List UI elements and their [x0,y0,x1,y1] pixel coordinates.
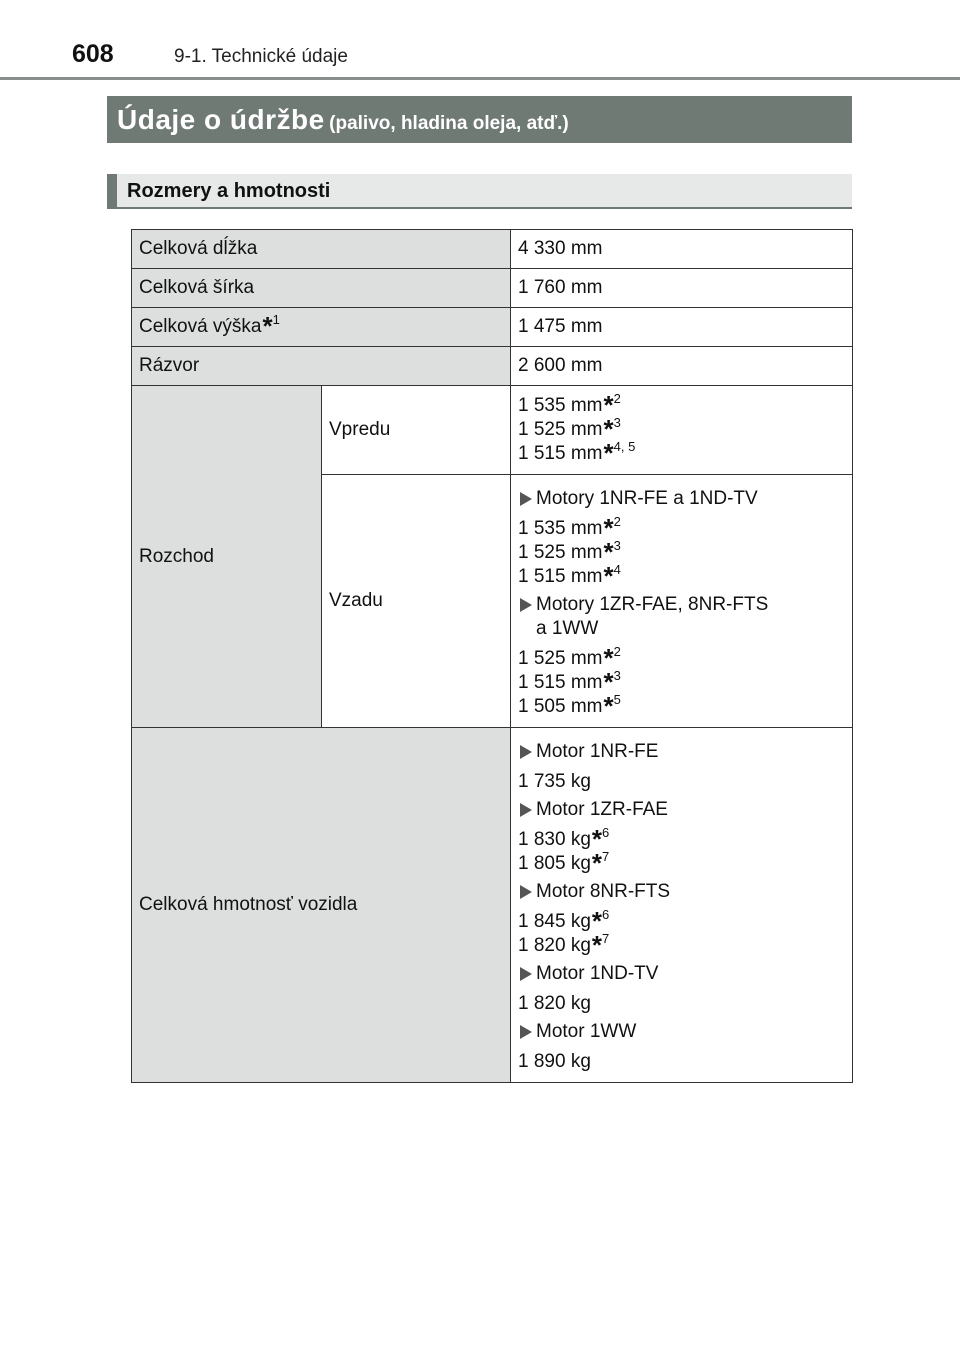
engine-heading [518,487,845,511]
row-value: 1 475 mm [511,308,853,347]
footnote-ref: 4 [613,562,621,577]
engine-text: Motory 1NR-FE a 1ND-TV [536,488,758,509]
footnote-star: * [603,390,614,420]
engine-heading [518,962,845,986]
footnote-ref: 2 [613,391,621,406]
footnote-ref: 1 [272,312,280,327]
engine-text: Motor 1NR-FE [536,741,659,762]
footnote-star: * [603,561,614,591]
row-value: 2 600 mm [511,347,853,386]
value-line [518,561,845,591]
value-text: 1 820 kg [518,993,591,1014]
table-row [132,308,853,347]
value-line [518,1050,845,1074]
sub-label: Vpredu [322,386,511,475]
value-text: 1 805 kg [518,853,591,874]
value-text: 1 890 kg [518,1051,591,1072]
value-text: 1 525 mm [518,542,603,563]
value-line [518,537,845,567]
value-line [518,824,845,854]
row-value [511,475,853,728]
triangle-bullet-icon [520,803,532,817]
value-line [518,438,845,468]
footnote-ref: 5 [613,692,621,707]
table-row [132,386,853,475]
engine-heading [518,1020,845,1044]
subsection-title: Rozmery a hmotnosti [107,174,852,209]
footnote-star: * [603,438,614,468]
footnote-star: * [591,930,603,960]
footnote-star: * [262,311,273,341]
triangle-bullet-icon [520,967,532,981]
triangle-bullet-icon [520,1025,532,1039]
dimensions-table [131,229,853,1083]
engine-heading [518,740,845,764]
footnote-ref: 2 [613,644,621,659]
value-line [518,848,845,878]
footnote-star: * [603,414,614,444]
engine-heading [518,798,845,822]
triangle-bullet-icon [520,492,532,506]
engine-text: Motory 1ZR-FAE, 8NR-FTS [536,594,769,615]
page-header [0,0,960,80]
engine-text: a 1WW [536,618,599,639]
row-value [511,728,853,1083]
footnote-ref: 3 [613,538,621,553]
footnote-star: * [603,513,614,543]
footnote-ref: 3 [613,415,621,430]
row-label: Rozchod [132,386,322,728]
value-line [518,667,845,697]
value-text: 1 535 mm [518,518,603,539]
section-title-sub: (palivo, hladina oleja, atď.) [329,113,569,134]
row-label [132,308,511,347]
engine-text: Motor 8NR-FTS [536,881,671,902]
footnote-ref: 4, 5 [613,439,636,454]
row-value [511,386,853,475]
engine-text: Motor 1WW [536,1021,637,1042]
row-label: Celková hmotnosť vozidla [132,728,511,1083]
value-line [518,643,845,673]
row-value: 1 760 mm [511,269,853,308]
value-text: 1 735 kg [518,771,591,792]
value-line [518,906,845,936]
row-label: Celková šírka [132,269,511,308]
value-line [518,992,845,1016]
triangle-bullet-icon [520,745,532,759]
value-text: 1 830 kg [518,829,591,850]
value-text: 1 515 mm [518,566,603,587]
table-row [132,728,853,1083]
engine-text: Motor 1ZR-FAE [536,799,668,820]
footnote-ref: 3 [613,668,621,683]
table-row [132,230,853,269]
value-line [518,414,845,444]
row-value: 4 330 mm [511,230,853,269]
value-line [518,513,845,543]
table-row [132,347,853,386]
value-text: 1 820 kg [518,935,591,956]
footnote-star: * [603,537,614,567]
section-title-main: Údaje o údržbe [117,104,325,135]
footnote-ref: 2 [613,514,621,529]
sub-label: Vzadu [322,475,511,728]
footnote-star: * [603,667,614,697]
footnote-ref: 6 [602,907,610,922]
table-row [132,269,853,308]
section-title [107,96,852,143]
footnote-star: * [591,848,603,878]
footnote-ref: 6 [602,825,610,840]
footnote-star: * [603,643,614,673]
page-number: 608 [72,40,114,68]
value-line [518,390,845,420]
engine-text: Motor 1ND-TV [536,963,659,984]
value-text: 1 845 kg [518,911,591,932]
value-line [518,930,845,960]
value-text: 1 525 mm [518,648,603,669]
value-text: 1 515 mm [518,443,603,464]
triangle-bullet-icon [520,598,532,612]
engine-heading [518,880,845,904]
engine-heading [518,593,845,641]
value-text: 1 525 mm [518,419,603,440]
row-label: Rázvor [132,347,511,386]
triangle-bullet-icon [520,885,532,899]
value-line [518,770,845,794]
value-text: 1 505 mm [518,696,603,717]
footnote-star: * [603,691,614,721]
value-line [518,691,845,721]
row-label-text: Celková výška [139,316,262,337]
running-head: 9-1. Technické údaje [174,46,348,67]
footnote-ref: 7 [602,849,610,864]
row-label: Celková dĺžka [132,230,511,269]
footnote-ref: 7 [602,931,610,946]
value-text: 1 515 mm [518,672,603,693]
footnote-star: * [591,906,603,936]
footnote-star: * [591,824,603,854]
value-text: 1 535 mm [518,395,603,416]
header-rule [0,77,960,80]
